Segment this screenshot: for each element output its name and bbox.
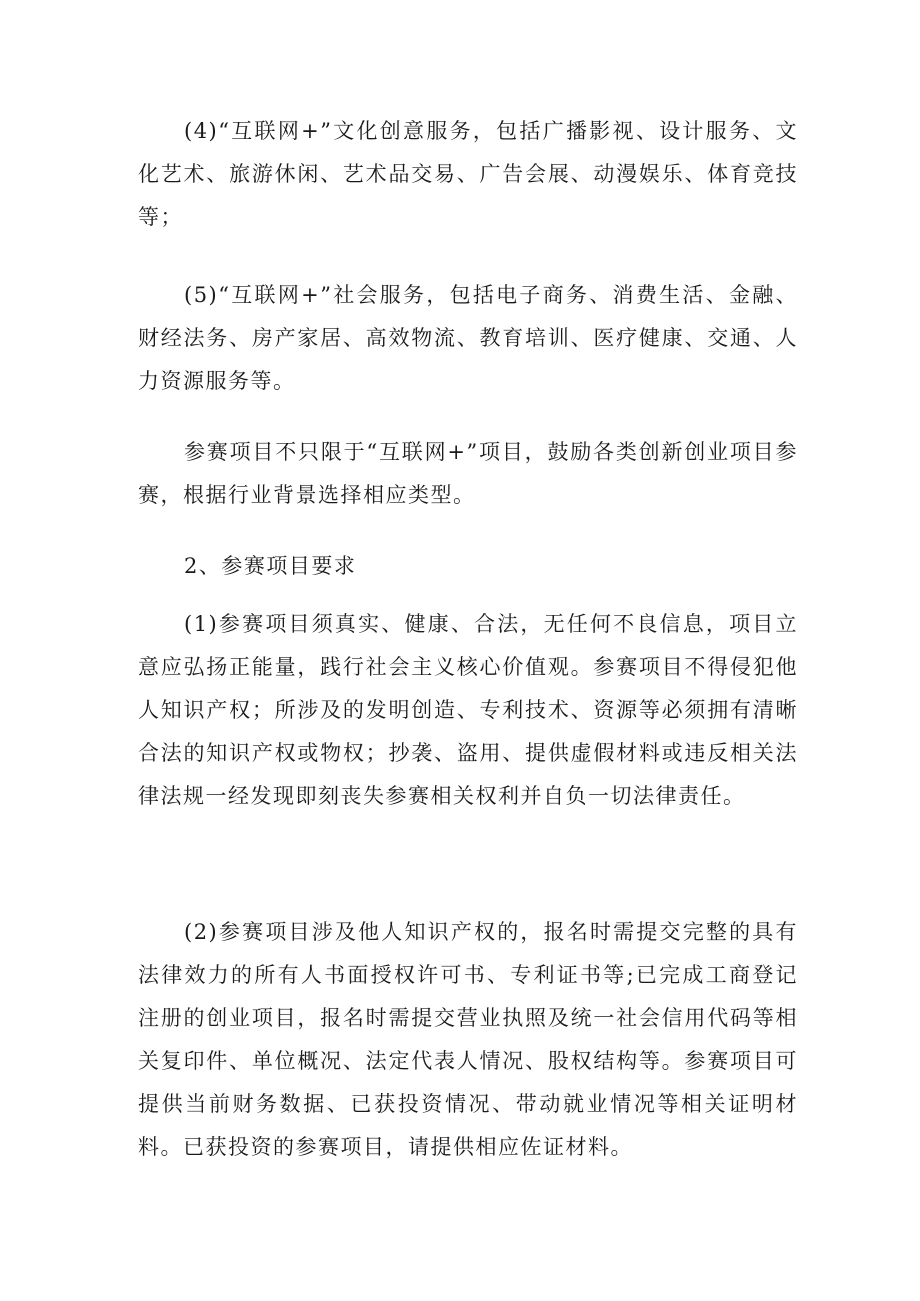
paragraph-internet-plus-social-services: (5)“互联网+”社会服务，包括电子商务、消费生活、金融、财经法务、房产家居、高效物流、教育培训、医疗健康、交通、人力资源服务等。	[138, 283, 798, 393]
paragraph-requirement-2: (2)参赛项目涉及他人知识产权的，报名时需提交完整的具有法律效力的所有人书面授权许可书、专利证书等;已完成工商登记注册的创业项目，报名时需提交营业执照及统一社会信用代码等相关复印件、单位概况、法定代表人情况、股权结构等。参赛项目可提供当前财务数据、已获投资情况、带动就业情况等相关证明材料。已获投资的参赛项目，请提供相应佐证材料。	[138, 920, 798, 1159]
paragraph-internet-plus-cultural-creative-services: (4)“互联网+”文化创意服务，包括广播影视、设计服务、文化艺术、旅游休闲、艺术品交易、广告会展、动漫娱乐、体育竞技等；	[138, 119, 798, 229]
paragraph-project-scope-note: 参赛项目不只限于“互联网+”项目，鼓励各类创新创业项目参赛，根据行业背景选择相应类型。	[138, 440, 798, 507]
paragraph-requirement-1: (1)参赛项目须真实、健康、合法，无任何不良信息，项目立意应弘扬正能量，践行社会主义核心价值观。参赛项目不得侵犯他人知识产权；所涉及的发明创造、专利技术、资源等必须拥有清晰合法的知识产权或物权；抄袭、盗用、提供虚假材料或违反相关法律法规一经发现即刻丧失参赛相关权利并自负一切法律责任。	[138, 612, 798, 808]
section-heading-project-requirements: 2、参赛项目要求	[184, 554, 357, 578]
